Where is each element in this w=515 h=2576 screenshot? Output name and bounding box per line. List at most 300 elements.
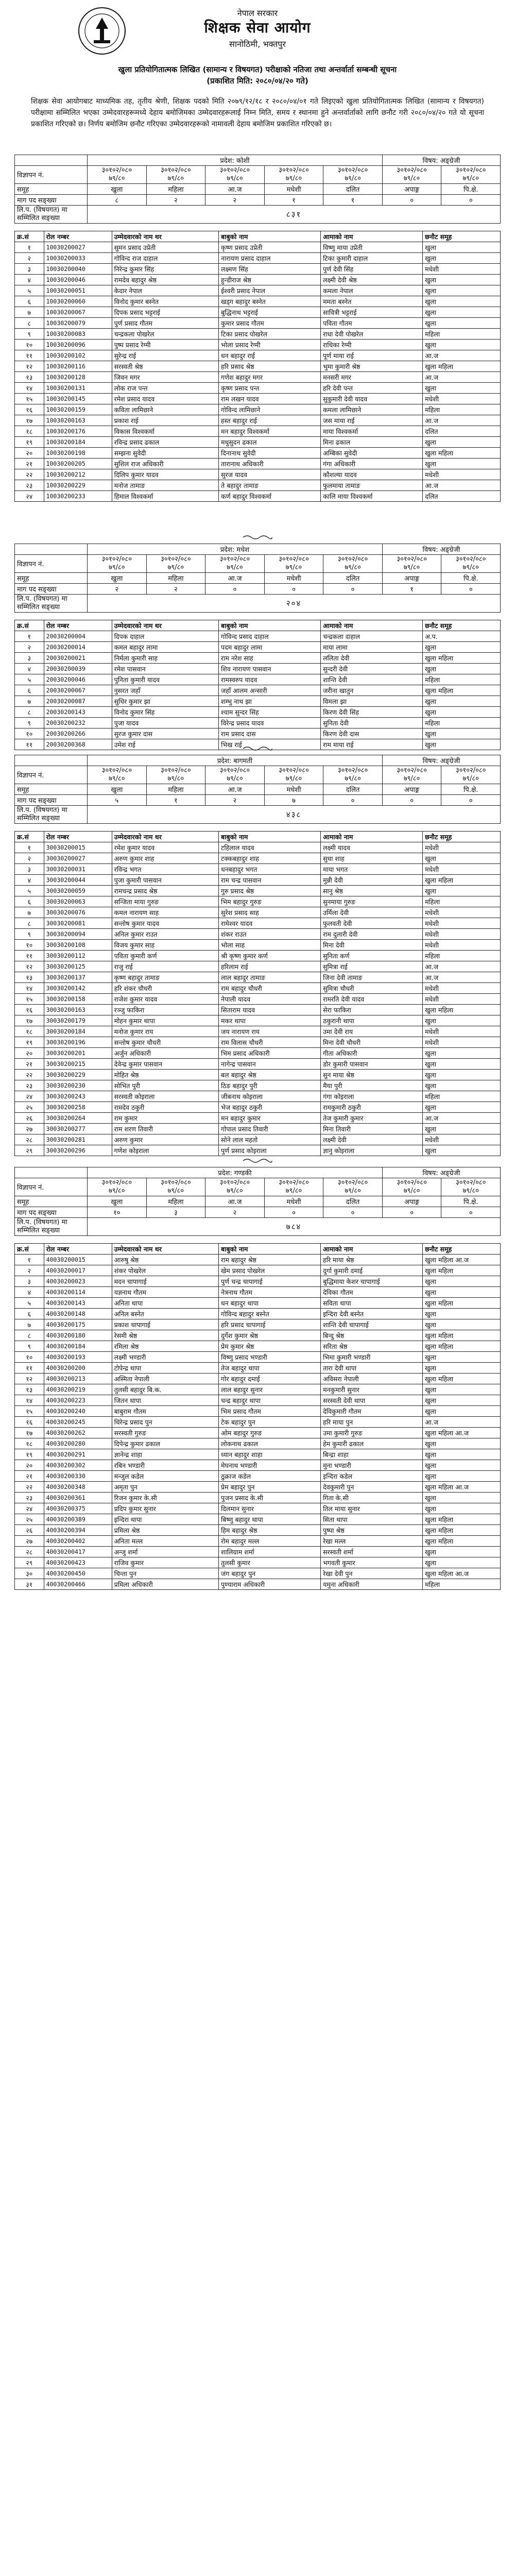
ad-number: ३०१०२/०८० [161, 166, 191, 174]
column-header: रोल नम्बर [44, 231, 112, 242]
serial-number: १४ [15, 383, 44, 394]
father-name: कृष्ण प्रसाद उप्रेती [219, 242, 321, 253]
mother-name: तारा देवी थापा [321, 1363, 423, 1374]
selection-group: खुला [423, 1102, 501, 1113]
selection-group: दलित [423, 426, 501, 437]
table-row [15, 480, 501, 491]
column-header: बाबुको नाम [219, 231, 321, 242]
candidate-name: लक्ष्मी भण्डारी [112, 1352, 218, 1363]
column-header: बाबुको नाम [219, 1244, 321, 1255]
table-row [15, 1309, 501, 1319]
column-header: उम्मेदवारको नाम थर [112, 1244, 218, 1255]
candidate-name: रेसमी श्रेष्ठ [112, 1330, 218, 1341]
roll-number: 40030200200 [44, 1363, 112, 1374]
column-header: छनौट समूह [423, 620, 501, 631]
father-name: टिका प्रसाद पोखरेल [219, 329, 321, 340]
mother-name: जरीना खातुन [321, 685, 423, 696]
column-header: छनौट समूह [423, 832, 501, 842]
selection-group: महिला [423, 329, 501, 340]
ad-number-cell [146, 1178, 205, 1196]
candidate-name: पुष्प प्रसाद रेग्मी [112, 340, 218, 350]
table-row [15, 1145, 501, 1156]
roll-number: 30030200063 [44, 896, 112, 907]
selection-group: खुला महिला [423, 1536, 501, 1547]
candidate-name: रमेश पासवान [112, 664, 218, 674]
roll-number: 40030200389 [44, 1514, 112, 1525]
father-name: हरि प्रसाद श्रेष्ठ [219, 361, 321, 372]
candidate-name: कृष्ण बहादुर तामाङ [112, 972, 218, 983]
subject-name: विषय: अङ्ग्रेजी [382, 155, 500, 166]
candidate-name: राजिव कुमार [112, 1557, 218, 1568]
serial-number: २७ [15, 1536, 44, 1547]
serial-number: २२ [15, 469, 44, 480]
ad-number-cell [88, 555, 147, 573]
candidate-name: रामदेव बहादुर श्रेष्ठ [112, 275, 218, 285]
table-row [15, 983, 501, 994]
table-row [15, 1102, 501, 1113]
mother-name: राम माया राई [321, 739, 423, 750]
summary-row-written-total [15, 1218, 501, 1236]
roll-number: 10030200040 [44, 264, 112, 275]
serial-number: १८ [15, 1438, 44, 1449]
ad-number: ३०१०२/०८० [279, 166, 309, 174]
ad-fiscal-year: ७९/८० [227, 175, 243, 182]
candidate-name: पुर्ण प्रसाद गौतम [112, 318, 218, 329]
candidate-name: कमल बहादुर लामा [112, 642, 218, 653]
selection-group: खुला [423, 696, 501, 707]
roll-number: 40030200361 [44, 1493, 112, 1503]
seat-count: ० [441, 795, 501, 806]
province-name: प्रदेश: बागमती [88, 755, 383, 766]
serial-number: २९ [15, 1557, 44, 1568]
table-row [15, 664, 501, 674]
father-name: बुद्धिनाथ भट्टराई [219, 307, 321, 318]
mother-name: तिल माया सुनार [321, 1503, 423, 1514]
selection-group: खुला [423, 340, 501, 350]
ad-number: ३०१०२/०८० [279, 555, 309, 563]
mother-name: इन्दिरा कडेल [321, 1471, 423, 1482]
mother-name: पुर्ण देवी सिंह [321, 264, 423, 275]
table-row [15, 929, 501, 940]
roll-number: 30030200094 [44, 929, 112, 940]
summary-blank-cell [15, 1167, 88, 1178]
serial-number: ११ [15, 739, 44, 750]
summary-row-written-total [15, 806, 501, 824]
father-name: राम विलास चौधरी [219, 1037, 321, 1048]
summary-blank-cell [15, 755, 88, 766]
mother-name: टिका कुमारी दाहाल [321, 253, 423, 264]
roll-number: 40030200348 [44, 1482, 112, 1493]
selection-group: खुला महिला [423, 1341, 501, 1352]
candidate-name: कमल नारायण साह [112, 907, 218, 918]
candidate-name: केदार नेपाल [112, 285, 218, 296]
serial-number: १ [15, 842, 44, 853]
serial-number: १६ [15, 1417, 44, 1428]
selection-group: आ.ज [423, 415, 501, 426]
candidate-name: चन्द्रकला पोखरेल [112, 329, 218, 340]
column-header: छनौट समूह [423, 231, 501, 242]
summary-row-groups [15, 784, 501, 795]
serial-number: १० [15, 1352, 44, 1363]
table-row [15, 653, 501, 664]
serial-number: ३१ [15, 1579, 44, 1590]
group-name: दलित [323, 573, 383, 584]
mother-name: पूर्ण माया राई [321, 350, 423, 361]
candidate-name: दिपेन्द्र कुमार ढकाल [112, 1438, 218, 1449]
written-exam-total: ७८४ [88, 1218, 501, 1236]
seat-count: ० [382, 795, 441, 806]
table-row [15, 1363, 501, 1374]
serial-number: ५ [15, 886, 44, 896]
table-row [15, 1514, 501, 1525]
ad-fiscal-year: ७९/८० [403, 775, 420, 783]
group-name: खुला [88, 784, 147, 795]
roll-number: 30030200108 [44, 940, 112, 951]
serial-number: १२ [15, 1374, 44, 1384]
ad-number-cell [441, 766, 501, 784]
mother-name: हरि माया श्रेष्ठ [321, 1255, 423, 1265]
serial-number: २१ [15, 1059, 44, 1070]
province-name: प्रदेश: कोशी [88, 155, 383, 166]
table-row [15, 1276, 501, 1287]
serial-number: १ [15, 242, 44, 253]
mother-name: भगवती कुमार [321, 1557, 423, 1568]
serial-number: १० [15, 340, 44, 350]
roll-number: 10030200096 [44, 340, 112, 350]
selection-group: आ.ज [423, 480, 501, 491]
table-row [15, 1113, 501, 1124]
father-name: जहाँ आलम अन्सारी [219, 685, 321, 696]
mother-name: अविसरा नेपाली [321, 1374, 423, 1384]
selection-group: खुला [423, 296, 501, 307]
mother-name: ज्ञानु कोइराला [321, 1145, 423, 1156]
candidate-name: सुमन प्रसाद उप्रेती [112, 242, 218, 253]
selection-group: खुला [423, 1471, 501, 1482]
selection-group: खुला [423, 1547, 501, 1557]
roll-number: 10030200212 [44, 469, 112, 480]
roll-number: 40030200375 [44, 1503, 112, 1514]
written-exam-label: लि.प. (विषयगत) मा सम्मिलित सङ्ख्या [15, 206, 88, 224]
selection-group: खुला [423, 1287, 501, 1298]
father-name: बिष्णु बहादुर थापा [219, 1514, 321, 1525]
selection-group: खुला [423, 1145, 501, 1156]
serial-number: ४ [15, 275, 44, 285]
candidate-name: रिजन कुमार के.सी [112, 1493, 218, 1503]
candidate-list-header [15, 620, 501, 631]
selection-group: मधेशी [423, 864, 501, 875]
mother-name: हरि माया पुन [321, 1417, 423, 1428]
candidate-list-table [14, 1243, 501, 1590]
selection-group: मधेशी [423, 1134, 501, 1145]
selection-group: खुला महिला आ.ज [423, 1482, 501, 1493]
candidate-list-table [14, 620, 501, 750]
column-header: बाबुको नाम [219, 832, 321, 842]
table-row [15, 1395, 501, 1406]
roll-number: 10030200159 [44, 404, 112, 415]
serial-number: ७ [15, 1319, 44, 1330]
table-row [15, 896, 501, 907]
group-name: महिला [146, 184, 205, 195]
ad-number: ३०१०२/०८० [219, 767, 250, 774]
mother-name: मुना भण्डारी [321, 1460, 423, 1471]
candidate-name: सन्तोष कुमार यादव [112, 918, 218, 929]
mother-name: सरस्वती देवी थापा [321, 1395, 423, 1406]
candidate-name: रमिला श्रेष्ठ [112, 1341, 218, 1352]
table-row [15, 853, 501, 864]
candidate-name: रविन्द्र प्रसाद ढकाल [112, 437, 218, 448]
summary-row-groups [15, 573, 501, 584]
candidate-name: सरस्वती गुरुङ [112, 1428, 218, 1438]
father-name: पदम बहादुर लामा [219, 642, 321, 653]
table-row [15, 372, 501, 383]
group-name: दलित [323, 184, 383, 195]
seat-count: १ [323, 195, 383, 206]
father-name: तेज बहादुर थापा [219, 1363, 321, 1374]
serial-number: ४ [15, 875, 44, 886]
summary-row-province [15, 544, 501, 555]
mother-name: रेखा देवी पुन [321, 1568, 423, 1579]
table-row [15, 1080, 501, 1091]
selection-group: मधेशी [423, 907, 501, 918]
table-row [15, 1037, 501, 1048]
selection-group: खुला [423, 642, 501, 653]
father-name: दुर्गेश कुमार श्रेष्ठ [219, 1330, 321, 1341]
table-row [15, 1547, 501, 1557]
summary-row-seats [15, 195, 501, 206]
candidate-name: प्रमिला श्रेष्ठ [112, 1525, 218, 1536]
candidate-name: आरुषु श्रेष्ठ [112, 1255, 218, 1265]
serial-number: १ [15, 631, 44, 642]
table-row [15, 253, 501, 264]
ad-fiscal-year: ७९/८० [285, 175, 302, 182]
ad-fiscal-year: ७९/८० [109, 1187, 125, 1195]
father-name: कृष्ण प्रसाद पन्त [219, 383, 321, 394]
candidate-name: टोपेन्द्र थापा [112, 1363, 218, 1374]
selection-group: खुला महिला [423, 875, 501, 886]
mother-name: रामकुमारी ठकुरी [321, 1102, 423, 1113]
group-name: मधेशी [264, 1196, 323, 1207]
province-name: प्रदेश: गण्डकी [88, 1167, 383, 1178]
table-row [15, 1471, 501, 1482]
roll-number: 30030200229 [44, 1070, 112, 1080]
candidate-name: अमृता पुन [112, 1482, 218, 1493]
father-name: भेज बहादुर ठकुरी [219, 1102, 321, 1113]
candidate-name: निर्मला कुमारी साह [112, 653, 218, 664]
ad-number-cell [382, 766, 441, 784]
selection-group: खुला [423, 1276, 501, 1287]
father-name: सिताराम यादव [219, 1005, 321, 1015]
table-row [15, 1134, 501, 1145]
selection-group: खुला [423, 1406, 501, 1417]
serial-number: १९ [15, 437, 44, 448]
father-name: मेघनाथ भण्डारी [219, 1460, 321, 1471]
mother-name: ममता बस्नेत [321, 296, 423, 307]
ad-fiscal-year: ७९/८० [285, 564, 302, 571]
mother-name: यमुना अधिकारी [321, 1579, 423, 1590]
roll-number: 40030200394 [44, 1525, 112, 1536]
roll-number: 40030200184 [44, 1341, 112, 1352]
seat-count: ० [441, 1207, 501, 1218]
selection-group: खुला [423, 1503, 501, 1514]
ad-number: ३०१०२/०८० [397, 555, 427, 563]
selection-group: मधेशी [423, 918, 501, 929]
ad-number: ३०१०२/०८० [161, 1179, 191, 1187]
father-name: लक्ष्मण सिंह [219, 264, 321, 275]
candidate-name: तुलसी बहादुर बि.क. [112, 1384, 218, 1395]
candidate-name: रामचन्द्र प्रसाद श्रेष्ठ [112, 886, 218, 896]
ad-number: ३०१०२/०८० [337, 767, 368, 774]
table-row [15, 907, 501, 918]
roll-number: 10030200145 [44, 394, 112, 404]
roll-number: 30030200027 [44, 853, 112, 864]
table-row [15, 1536, 501, 1547]
column-header: आमाको नाम [321, 620, 423, 631]
table-row [15, 307, 501, 318]
summary-row-written-total [15, 206, 501, 224]
father-name: राम लखन यादव [219, 394, 321, 404]
selection-group: खुला [423, 1557, 501, 1568]
roll-number: 20030200143 [44, 707, 112, 718]
column-header: उम्मेदवारको नाम थर [112, 620, 218, 631]
mother-name: मिना तिवारी [321, 1124, 423, 1134]
serial-number: १० [15, 728, 44, 739]
selection-group: खुला [423, 1493, 501, 1503]
father-name: राम प्रसाद दास [219, 728, 321, 739]
mother-name: पविता गौतम [321, 318, 423, 329]
selection-group: खुला [423, 459, 501, 469]
father-name: विष्णु प्रसाद भण्डारी [219, 1352, 321, 1363]
roll-number: 40030200114 [44, 1287, 112, 1298]
ad-number: ३०१०२/०८० [397, 767, 427, 774]
roll-number: 30030200215 [44, 1059, 112, 1070]
section-spacer [14, 224, 501, 231]
table-row [15, 415, 501, 426]
father-name: राम चन्द्र पासवान [219, 875, 321, 886]
serial-number: ५ [15, 285, 44, 296]
selection-group: खुला [423, 1059, 501, 1070]
candidate-name: गणेश कोइराला [112, 1145, 218, 1156]
table-row [15, 275, 501, 285]
selection-group: खुला [423, 253, 501, 264]
serial-number: ६ [15, 1309, 44, 1319]
serial-number: २० [15, 1460, 44, 1471]
selection-group: खुला [423, 437, 501, 448]
mother-name: देविका गौतम [321, 1287, 423, 1298]
seat-count: ३ [146, 1207, 205, 1218]
group-name: खुला [88, 184, 147, 195]
roll-number: 40030200262 [44, 1428, 112, 1438]
seat-count: ० [382, 195, 441, 206]
table-row [15, 1005, 501, 1015]
mother-name: कमला लामिछाने [321, 404, 423, 415]
section-spacer [14, 613, 501, 620]
selection-group: खुला [423, 1363, 501, 1374]
candidate-name: प्रमिला अधिकारी [112, 1579, 218, 1590]
father-name: ठिङ बहादुर पुरी [219, 1080, 321, 1091]
table-row [15, 685, 501, 696]
province-section [14, 755, 501, 1156]
father-name: टहिलाल यादव [219, 842, 321, 853]
mother-name: सुनिता देवी [321, 718, 423, 728]
table-row [15, 383, 501, 394]
roll-number: 10030200233 [44, 491, 112, 502]
roll-number: 30030200243 [44, 1091, 112, 1102]
subject-name: विषय: अङ्ग्रेजी [382, 755, 500, 766]
roll-number: 30030200196 [44, 1037, 112, 1048]
table-row [15, 886, 501, 896]
father-name: गोविन्द प्रसाद दाहाल [219, 631, 321, 642]
table-row [15, 1070, 501, 1080]
candidate-name: प्रदिप कुमार सुनार [112, 1503, 218, 1514]
father-name: तारानाथ अधिकारी [219, 459, 321, 469]
roll-number: 40030200148 [44, 1309, 112, 1319]
father-name: सुरज यादव [219, 469, 321, 480]
seat-label: माग पद सङ्ख्या [15, 195, 88, 206]
ad-number: ३०१०२/०८० [101, 166, 132, 174]
roll-number: 20030200232 [44, 718, 112, 728]
serial-number: ३ [15, 264, 44, 275]
ad-number-label: विज्ञापन नं. [15, 166, 88, 184]
mother-name: देवकुमारी पुन [321, 1482, 423, 1493]
group-label: समूह [15, 1196, 88, 1207]
group-name: दलित [323, 1196, 383, 1207]
roll-number: 30030200015 [44, 842, 112, 853]
father-name: ते बहादुर तामाङ [219, 480, 321, 491]
candidate-name: हिमाल विश्वकर्मा [112, 491, 218, 502]
column-header: रोल नम्बर [44, 1244, 112, 1255]
selection-group: महिला [423, 896, 501, 907]
roll-number: 30030200296 [44, 1145, 112, 1156]
selection-group: खुला [423, 1015, 501, 1026]
organization-name: शिक्षक सेवा आयोग [204, 19, 311, 36]
table-row [15, 918, 501, 929]
document-header [0, 0, 515, 61]
selection-group: खुला [423, 1384, 501, 1395]
table-row [15, 1059, 501, 1070]
summary-row-ad-number [15, 1178, 501, 1196]
summary-blank-cell [15, 544, 88, 555]
seat-count: २ [88, 584, 147, 595]
selection-group: खुला [423, 275, 501, 285]
father-name: रामस्वरुप यादव [219, 674, 321, 685]
ad-number: ३०१०२/०८० [101, 555, 132, 563]
mother-name: भिमा कुमारी भण्डारी [321, 1352, 423, 1363]
ad-number-cell [146, 166, 205, 184]
father-name: नारायण प्रसाद दाहाल [219, 253, 321, 264]
roll-number: 40030200302 [44, 1460, 112, 1471]
serial-number: ७ [15, 907, 44, 918]
serial-number: ६ [15, 896, 44, 907]
ad-number-cell [382, 555, 441, 573]
candidate-name: सुरज कुमार दास [112, 728, 218, 739]
roll-number: 40030200219 [44, 1384, 112, 1395]
serial-number: २ [15, 642, 44, 653]
mother-name: तेज कुमारी कुमार [321, 1113, 423, 1124]
notice-intro-paragraph: शिक्षक सेवा आयोगबाट माध्यमिक तह, तृतीय श्रेणी, शिक्षक पदको मिति २०७९/१२/१८ र २०८०/०४/०१ गते लिइएको खुला प्रतियोगितात्मक लिखित (सामान्य र विषयगत) परीक्षामा सम्मिलित भएका उम्मेदवारहरूमध्ये देहाय बमोजिमका उम्मेदवारहरूलाई निम्न मिति, समय र स्थानमा हुने अन्तर्वार्ताको लागि छनौट गरी २०८०/०४/२० गते यो सूचना प्रकाशित गरिएको छ। निर्णय बमोजिम छनौट गरिएका उम्मेदवारहरूको नामावली देहाय बमोजिम प्रकाशित गरिएको छ। [31, 97, 484, 128]
group-label: समूह [15, 184, 88, 195]
roll-number: 10030200205 [44, 459, 112, 469]
father-name: राम नरेश साह [219, 653, 321, 664]
ad-number-cell [205, 766, 265, 784]
ad-fiscal-year: ७९/८० [167, 564, 184, 571]
mother-name: राधा देवी पोखरेल [321, 329, 423, 340]
roll-number: 40030200023 [44, 1276, 112, 1287]
seat-count: ० [382, 1207, 441, 1218]
mother-name: फुलमाया तामाङ [321, 480, 423, 491]
roll-number: 10030200102 [44, 350, 112, 361]
father-name: सोने लाल महतो [219, 1134, 321, 1145]
serial-number: ४ [15, 664, 44, 674]
